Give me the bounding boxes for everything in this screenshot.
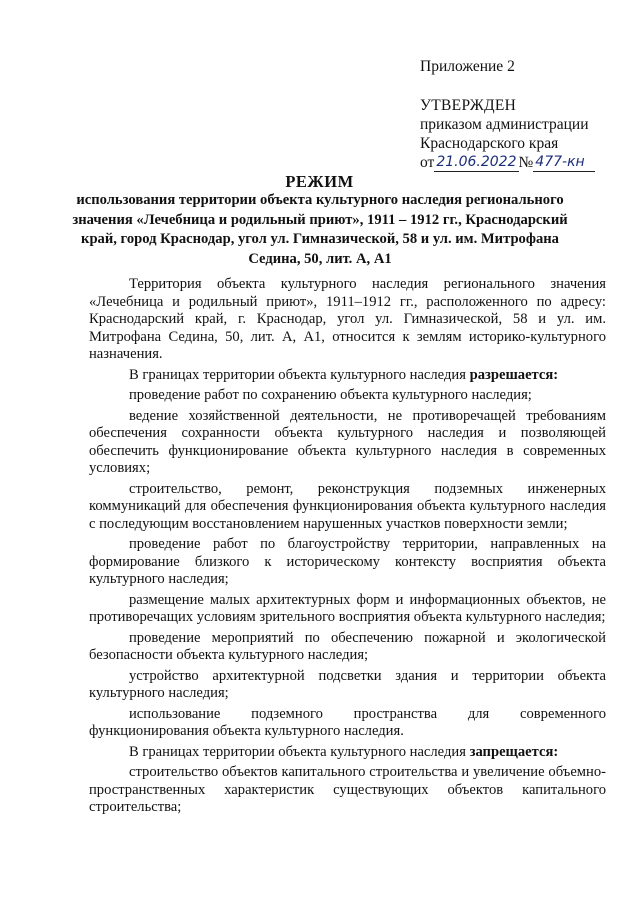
allowed-heading-keyword: разрешается: [469, 366, 559, 383]
order-prefix: от [420, 154, 435, 171]
allowed-item: использование подземного пространства для современного функционирования объекта культурного наследия. [89, 705, 606, 739]
document-title: РЕЖИМ [285, 172, 354, 191]
order-line [420, 153, 595, 172]
document-subtitle: использования территории объекта культурного наследия регионального значения «Лечебница и родильный приют», 1911 – 1912 гг., Краснодарский край, город Краснодар, угол ул. Гимназической, 58 и ул. им. Митрофана Седина, 50, лит. А, А1 [72, 192, 568, 267]
prohibited-heading-keyword: запрещается: [469, 743, 559, 760]
allowed-item: устройство архитектурной подсветки здания и территории объекта культурного наследия; [89, 667, 606, 701]
prohibited-item: строительство объектов капитального строительства и увеличение объемно-пространственных характеристик существующих объектов капитального строительства; [89, 764, 606, 815]
order-number-handwritten: 477-кн [533, 154, 595, 172]
order-number-sign: № [518, 154, 534, 171]
order-date-handwritten: 21.06.2022 [436, 154, 517, 170]
allowed-item: проведение работ по благоустройству территории, направленных на формирование близкого к историческому контексту восприятия объекта культурного наследия; [89, 536, 606, 587]
allowed-item: размещение малых архитектурных форм и информационных объектов, не противоречащих условиям зрительного восприятия объекта культурного наследия; [89, 591, 606, 625]
allowed-item: ведение хозяйственной деятельности, не противоречащей требованиям обеспечения сохранности объекта культурного наследия и позволяющей обеспечить функционирование объекта культурного наследия в современных условиях; [89, 407, 606, 476]
approved-by-line-1: приказом администрации [420, 116, 589, 133]
approved-title: УТВЕРЖДЕН [420, 97, 517, 114]
appendix-label: Приложение 2 [420, 58, 515, 75]
document-body [89, 276, 606, 820]
allowed-heading [89, 367, 606, 385]
intro-paragraph: Территория объекта культурного наследия регионального значения «Лечебница и родильный приют», 1911–1912 гг., расположенного по адресу: Краснодарский край, г. Краснодар, угол ул. Гимназической, 58 и ул. им. Митрофана Седина, 50, лит. А, А1, относится к землям историко-культурного назначения. [89, 276, 606, 362]
approved-by-line-2: Краснодарского края [420, 135, 559, 152]
prohibited-heading-lead: В границах территории объекта культурного наследия [129, 743, 466, 760]
allowed-item: проведение работ по сохранению объекта культурного наследия; [129, 387, 532, 403]
allowed-item: строительство, ремонт, реконструкция подземных инженерных коммуникаций для обеспечения функционирования объекта культурного наследия с последующим восстановлением нарушенных участков поверхности земли; [89, 480, 606, 532]
allowed-item: проведение мероприятий по обеспечению пожарной и экологической безопасности объекта культурного наследия; [89, 629, 606, 663]
prohibited-heading [89, 744, 606, 762]
allowed-heading-lead: В границах территории объекта культурного наследия [129, 366, 466, 383]
approval-block [420, 96, 595, 172]
